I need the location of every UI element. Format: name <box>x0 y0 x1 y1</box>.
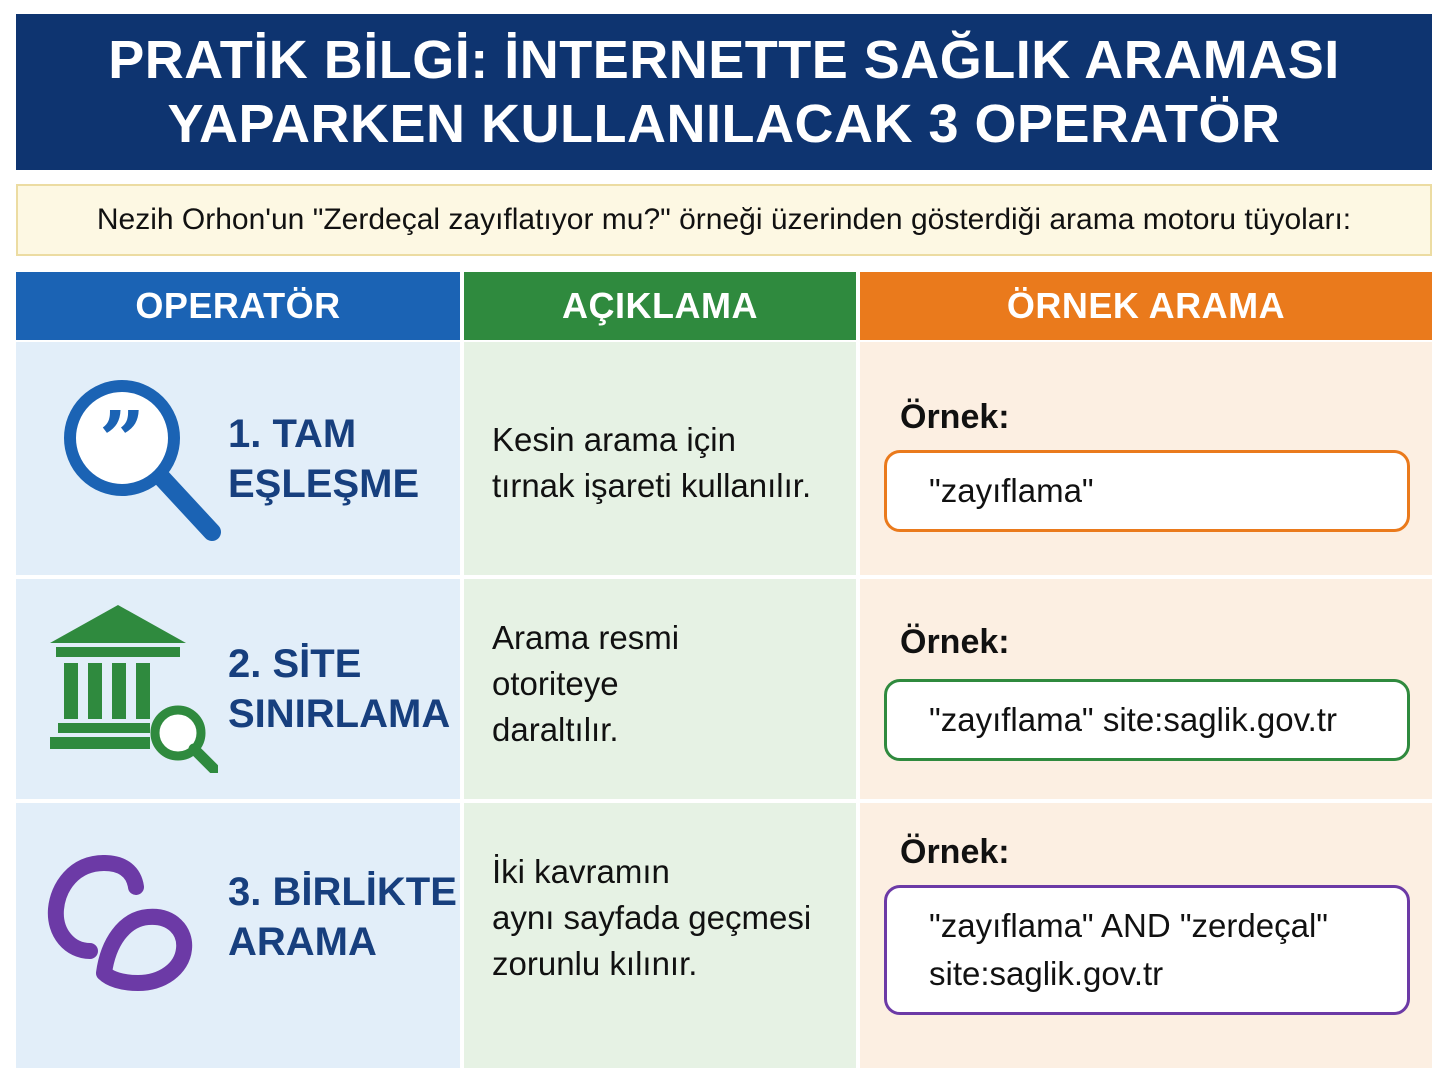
operator-name <box>228 867 457 967</box>
description-line: aynı sayfada geçmesi <box>492 899 812 936</box>
example-label: Örnek: <box>900 398 1010 436</box>
header-description: AÇIKLAMA <box>464 272 856 340</box>
operator-name-line-2: ARAMA <box>228 920 377 964</box>
table-row <box>16 803 1432 1068</box>
table-row <box>16 579 1432 799</box>
subtitle: Nezih Orhon'un "Zerdeçal zayıflatıyor mu?" örneği üzerinden gösterdiği arama motoru tüyoları: <box>16 184 1432 256</box>
operator-description <box>492 849 811 987</box>
operator-name-line-2: EŞLEŞME <box>228 462 420 506</box>
example-search-box <box>884 450 1410 532</box>
header-example: ÖRNEK ARAMA <box>860 272 1432 340</box>
example-label: Örnek: <box>900 623 1010 661</box>
example-query-line-2: site:saglik.gov.tr <box>929 955 1164 992</box>
example-label: Örnek: <box>900 833 1010 871</box>
example-query: "zayıflama" site:saglik.gov.tr <box>929 701 1337 738</box>
table-row <box>16 342 1432 575</box>
operator-name-line-2: SINIRLAMA <box>228 692 451 736</box>
svg-text:”: ” <box>98 393 146 487</box>
description-line: otoriteye <box>492 665 619 702</box>
description-line: Kesin arama için <box>492 421 736 458</box>
description-line: Arama resmi <box>492 619 680 656</box>
title-line-1: PRATİK BİLGİ: İNTERNETTE SAĞLIK ARAMASI <box>108 30 1340 90</box>
operator-name <box>228 639 450 739</box>
magnifier-quote-icon <box>60 376 230 551</box>
example-query: "zayıflama" <box>929 472 1094 509</box>
description-line: zorunlu kılınır. <box>492 945 698 982</box>
description-line: daraltılır. <box>492 711 619 748</box>
operator-description <box>492 615 679 753</box>
header-operator: OPERATÖR <box>16 272 460 340</box>
title-banner <box>16 14 1432 170</box>
operator-name-line-1: 1. TAM <box>228 412 357 456</box>
description-line: tırnak işareti kullanılır. <box>492 467 812 504</box>
operator-name-line-1: 2. SİTE <box>228 642 362 686</box>
operator-name <box>228 409 419 509</box>
title-line-2: YAPARKEN KULLANILACAK 3 OPERATÖR <box>167 94 1281 154</box>
government-building-search-icon <box>48 603 218 778</box>
example-search-box <box>884 679 1410 761</box>
operator-name-line-1: 3. BİRLİKTE <box>228 870 457 914</box>
example-query-line-1: "zayıflama" AND "zerdeçal" <box>929 907 1328 944</box>
chain-link-icon <box>44 843 194 998</box>
operator-description <box>492 417 811 509</box>
description-line: İki kavramın <box>492 853 670 890</box>
example-search-box <box>884 885 1410 1015</box>
